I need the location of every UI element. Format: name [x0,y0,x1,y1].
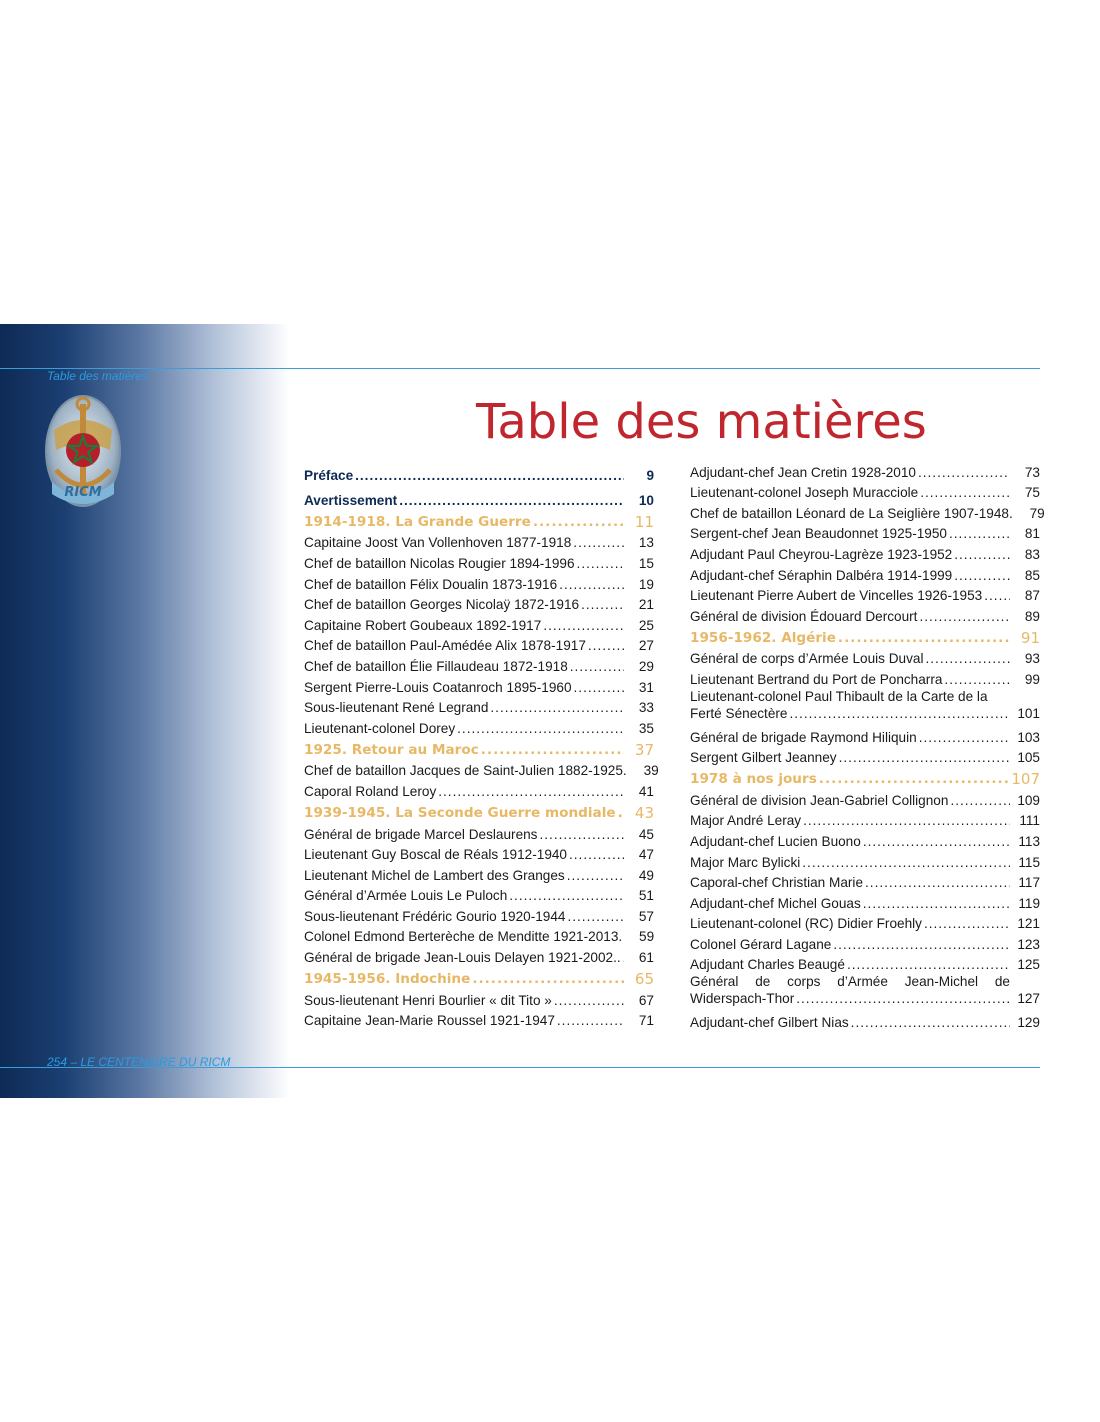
dot-leader [559,576,624,593]
toc-entry-title: Adjudant-chef Séraphin Dalbéra 1914-1999 [690,567,953,583]
toc-entry-title: Adjudant-chef Lucien Buono [690,833,861,849]
toc-entry-title: Général de brigade Jean-Louis Delayen 1921-2002.. [304,950,621,966]
toc-entry-title: Lieutenant-colonel (RC) Didier Froehly [690,916,922,932]
toc-entry-page: 79 [1029,505,1045,521]
toc-entry [690,460,1040,481]
toc-entry-page: 19 [638,576,654,592]
toc-entry-title: Chef de bataillon Nicolas Rougier 1894-1996 [304,555,575,571]
toc-entry [690,688,1040,725]
toc-entry-title: Général de brigade Marcel Deslaurens [304,826,538,842]
toc-column-left [304,460,659,1029]
toc-entry-title: Général de brigade Raymond Hiliquin [690,729,917,745]
toc-entry-title: Chef de bataillon Félix Doualin 1873-1916 [304,576,558,592]
toc-entry [304,759,659,780]
toc-entry-page: 29 [638,658,654,674]
dot-leader [557,1012,624,1029]
toc-entry-title: Major André Leray [690,813,802,829]
dot-leader [554,992,624,1009]
dot-leader [950,792,1010,809]
toc-entry-page: 61 [638,950,654,966]
dot-leader [533,514,624,531]
dot-leader [543,617,624,634]
dot-leader [399,492,624,509]
toc-entry-page: 25 [638,617,654,633]
toc-entry [304,572,654,593]
toc-entry [690,912,1040,933]
toc-entry [304,593,654,614]
toc-entry [304,531,654,552]
toc-entry-title: 1945-1956. Indochine [304,971,471,988]
toc-entry [304,904,654,925]
toc-entry-title: 1956-1962. Algérie [690,629,836,646]
dot-leader [539,826,624,843]
toc-entry-page: 15 [638,555,654,571]
toc-entry-title: Capitaine Joost Van Vollenhoven 1877-1918 [304,535,572,551]
toc-entry-page: 71 [638,1013,654,1029]
header-rule [0,368,1040,369]
dot-leader [851,1014,1010,1031]
toc-entry [690,788,1040,809]
toc-entry-page: 127 [1017,991,1040,1007]
dot-leader [919,729,1010,746]
toc-entry-title: Adjudant Charles Beaugé [690,957,845,973]
toc-entry [690,584,1040,605]
toc-entry [690,501,1045,522]
toc-entry-page: 91 [1020,628,1040,647]
toc-entry-title: Adjudant Paul Cheyrou-Lagrèze 1923-1952 [690,546,953,562]
toc-entry [690,604,1040,625]
dot-leader [954,567,1010,584]
toc-entry-title: Avertissement [304,492,398,508]
toc-entry-title: Lieutenant Bertrand du Port de Poncharra [690,671,943,687]
dot-leader [925,650,1010,667]
toc-entry-page: 75 [1024,485,1040,501]
dot-leader [944,671,1010,688]
toc-entry-title: Lieutenant-colonel Dorey [304,720,456,736]
toc-entry-title: Lieutenant-colonel Joseph Muracciole [690,485,919,501]
toc-entry-page: 9 [646,468,654,484]
dot-leader [865,874,1010,891]
toc-entry [304,613,654,634]
running-header: Table des matières [47,369,148,383]
ricm-insignia-icon [44,390,122,512]
toc-entry [690,542,1040,563]
dot-leader [588,637,624,654]
toc-entry [304,484,654,508]
toc-entry [304,551,654,572]
toc-entry-page: 59 [639,929,655,945]
toc-entry [690,850,1040,871]
toc-entry-page: 35 [638,720,654,736]
dot-leader [457,720,624,737]
dot-leader [490,699,624,716]
toc-entry [690,481,1040,502]
toc-section-heading [304,800,654,822]
toc-entry [304,988,654,1009]
toc-entry-page: 37 [634,740,654,759]
toc-entry-title: Ferté Sénectère [690,705,788,721]
toc-entry-title: Capitaine Robert Goubeaux 1892-1917 [304,617,542,633]
dot-leader [863,833,1010,850]
toc-entry-title: Major Marc Bylicki [690,854,801,870]
dot-leader [618,805,624,822]
toc-entry-title: 1914-1918. La Grande Guerre [304,513,531,530]
toc-entry-title: Colonel Edmond Berterèche de Menditte 1921-2013. [304,929,623,945]
dot-leader [567,908,624,925]
toc-section-heading [304,737,654,759]
toc-entry-page: 113 [1018,833,1040,849]
toc-entry-page: 123 [1017,936,1040,952]
toc-entry [304,716,654,737]
toc-entry-title: Chef de bataillon Paul-Amédée Alix 1878-1917 [304,638,586,654]
toc-entry-title-line: Lieutenant-colonel Paul Thibault de la Carte de la [690,688,988,704]
toc-entry-page: 89 [1024,608,1040,624]
toc-entry-page: 13 [638,535,654,551]
toc-entry [304,779,654,800]
toc-entry-page: 81 [1024,526,1040,542]
toc-entry [304,460,654,484]
toc-entry [690,829,1040,850]
toc-entry-title: 1925. Retour au Maroc [304,741,479,758]
dot-leader [481,742,624,759]
toc-entry-page: 65 [634,970,654,989]
toc-entry [690,647,1040,668]
dot-leader [803,812,1010,829]
toc-section-heading [304,966,654,988]
toc-entry-page: 99 [1024,671,1040,687]
page-title: Table des matières [476,394,927,450]
dot-leader [581,596,624,613]
toc-entry-page: 21 [638,597,654,613]
toc-entry-page: 121 [1017,916,1040,932]
toc-entry [304,654,654,675]
toc-entry-page: 115 [1018,854,1040,870]
toc-entry-page: 31 [638,679,654,695]
dot-leader [838,630,1010,647]
toc-entry [304,925,654,946]
toc-entry-page: 109 [1017,792,1040,808]
toc-entry-page: 111 [1019,813,1040,829]
dot-leader [918,464,1010,481]
dot-leader [819,771,1010,788]
dot-leader [863,895,1010,912]
toc-entry [304,884,654,905]
toc-entry-page: 67 [638,992,654,1008]
toc-entry-title: Sous-lieutenant Frédéric Gourio 1920-1944 [304,908,566,924]
toc-entry [690,891,1040,912]
dot-leader [577,555,624,572]
toc-entry-page: 107 [1011,770,1040,789]
toc-entry-page: 27 [638,638,654,654]
toc-entry-title: 1939-1945. La Seconde Guerre mondiale [304,804,616,821]
toc-entry-title: Lieutenant Pierre Aubert de Vincelles 1926-1953 [690,588,983,604]
toc-entry [690,725,1040,746]
toc-entry-title: Sous-lieutenant Henri Bourlier « dit Tito » [304,992,552,1008]
toc-entry [304,822,654,843]
toc-entry-page: 51 [638,888,654,904]
toc-entry [690,1010,1040,1031]
toc-entry-page: 85 [1024,567,1040,583]
toc-entry-title: Widerspach-Thor [690,991,795,1007]
toc-entry-page: 87 [1024,588,1040,604]
insignia-lettering: RICM [64,485,102,500]
dot-leader [847,956,1010,973]
toc-entry-title: Général de corps d’Armée Louis Duval [690,651,924,667]
dot-leader [573,534,624,551]
toc-entry-page: 43 [634,803,654,822]
toc-entry [304,675,654,696]
dot-leader [839,749,1010,766]
toc-entry-title: Adjudant-chef Gilbert Nias [690,1015,849,1031]
dot-leader [569,846,624,863]
toc-entry [304,945,654,966]
toc-section-heading [690,766,1040,788]
toc-entry [304,696,654,717]
toc-entry [690,871,1040,892]
toc-entry [690,809,1040,830]
toc-section-heading [690,625,1040,647]
dot-leader [920,484,1010,501]
toc-entry-title: Général d’Armée Louis Le Puloch [304,888,508,904]
dot-leader [924,915,1010,932]
toc-entry [690,973,1040,1010]
dot-leader [570,658,624,675]
toc-entry-title: Adjudant-chef Michel Gouas [690,895,861,911]
toc-entry-title: Chef de bataillon Léonard de La Seiglière 1907-1948. [690,505,1013,521]
toc-entry-page: 39 [643,763,659,779]
toc-entry-title: Colonel Gérard Lagane [690,936,832,952]
toc-entry-page: 129 [1017,1015,1040,1031]
toc-entry [304,863,654,884]
dot-leader [796,990,1010,1007]
toc-entry [304,1009,654,1030]
dot-leader [949,525,1010,542]
toc-entry-title: Chef de bataillon Georges Nicolaÿ 1872-1916 [304,597,580,613]
dot-leader [954,546,1010,563]
toc-entry-page: 93 [1024,651,1040,667]
toc-entry-title: Général de division Jean-Gabriel Collignon [690,792,949,808]
toc-entry-page: 49 [638,867,654,883]
toc-entry [690,746,1040,767]
toc-entry-page: 33 [638,700,654,716]
toc-entry-page: 45 [638,826,654,842]
dot-leader [574,679,624,696]
toc-entry-page: 41 [638,783,654,799]
toc-entry-title: Sous-lieutenant René Legrand [304,700,489,716]
toc-entry-title: 1978 à nos jours [690,771,817,788]
dot-leader [919,608,1010,625]
dot-leader [984,587,1010,604]
dot-leader [472,971,624,988]
toc-entry-page: 125 [1017,957,1040,973]
toc-entry-page: 117 [1018,875,1040,891]
toc-entry-title: Sergent-chef Jean Beaudonnet 1925-1950 [690,526,947,542]
toc-entry-title: Lieutenant Guy Boscal de Réals 1912-1940 [304,847,567,863]
toc-entry-title: Chef de bataillon Élie Fillaudeau 1872-1918 [304,658,568,674]
toc-entry [690,522,1040,543]
toc-entry-page: 47 [638,847,654,863]
toc-entry-title-line: Général de corps d’Armée Jean-Michel de [690,974,1010,990]
dot-leader [833,936,1010,953]
toc-entry-page: 57 [638,908,654,924]
toc-entry-title: Sergent Gilbert Jeanney [690,750,837,766]
dot-leader [509,887,624,904]
dot-leader [567,867,624,884]
toc-entry-title: Lieutenant Michel de Lambert des Granges [304,867,565,883]
toc-entry [690,932,1040,953]
toc-column-right [690,460,1045,1031]
toc-entry-page: 73 [1024,464,1040,480]
toc-entry-title: Préface [304,468,354,484]
toc-entry [690,953,1040,974]
toc-entry [690,667,1040,688]
running-footer: 254 – LE CENTENAIRE DU RICM [47,1055,231,1069]
dot-leader [438,783,624,800]
toc-entry [304,843,654,864]
toc-entry-title: Caporal-chef Christian Marie [690,875,864,891]
toc-entry-page: 105 [1017,750,1040,766]
toc-entry-page: 101 [1017,705,1040,721]
toc-section-heading [304,509,654,531]
dot-leader [789,705,1010,722]
toc-entry-title: Sergent Pierre-Louis Coatanroch 1895-1960 [304,679,572,695]
toc-entry-title: Adjudant-chef Jean Cretin 1928-2010 [690,464,916,480]
toc-entry-page: 10 [638,492,654,508]
toc-entry-page: 119 [1018,895,1040,911]
toc-entry-page: 83 [1024,546,1040,562]
toc-entry-title: Capitaine Jean-Marie Roussel 1921-1947 [304,1013,555,1029]
toc-entry [304,634,654,655]
toc-entry-page: 103 [1017,729,1040,745]
toc-entry-page: 11 [634,512,654,531]
toc-entry [690,563,1040,584]
toc-entry-title: Chef de bataillon Jacques de Saint-Julien 1882-1925. [304,763,627,779]
dot-leader [802,854,1010,871]
toc-entry-title: Caporal Roland Leroy [304,783,437,799]
dot-leader [623,949,624,966]
toc-entry-title: Général de division Édouard Dercourt [690,608,918,624]
dot-leader [355,467,624,484]
